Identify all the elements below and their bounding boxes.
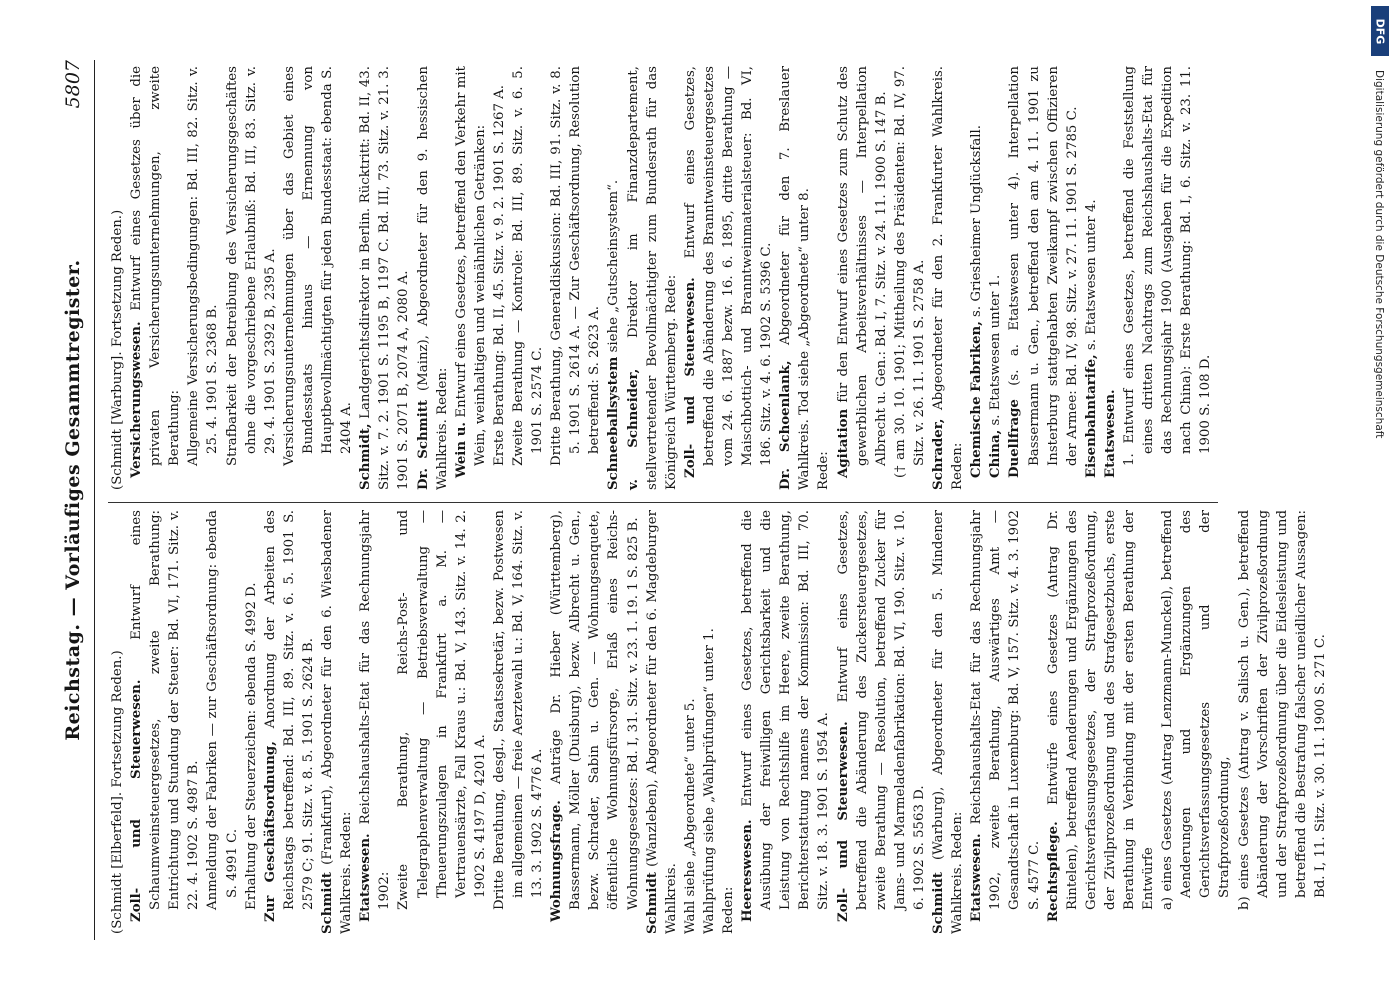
entry-text: (Schmidt [Warburg]. Fortsetzung Reden.) bbox=[110, 209, 125, 490]
entry-keyword: Heereswesen. bbox=[740, 819, 756, 922]
entry-keyword: Schmidt, bbox=[358, 423, 374, 490]
entry-text: (Wanzleben), Abgeordneter für den 6. Magdeburger Wahlkreis. bbox=[644, 510, 679, 934]
register-entry bbox=[203, 510, 241, 934]
page-header bbox=[58, 60, 92, 940]
register-entry bbox=[681, 66, 776, 490]
funding-note bbox=[1369, 70, 1389, 950]
register-entry bbox=[967, 510, 1043, 934]
register-entry bbox=[929, 510, 967, 934]
register-entry bbox=[929, 66, 967, 490]
register-entry bbox=[108, 66, 127, 490]
entry-keyword: Zoll- und Steuerwesen. bbox=[835, 721, 851, 922]
entry-text: Entwurf eines Gesetzes, betreffend die Ausübung der freiwilligen Gerichtsbarkeit und die Leistung von Rechtshilfe im Heere, zweite Berathung, Berichterstattung namens der Kommission: Bd. III, 70. Sitz. v. 18. 3. 1901 S. 1954 A. bbox=[740, 510, 832, 910]
entry-keyword: Chemische Fabriken, bbox=[969, 321, 985, 478]
entry-keyword: China, bbox=[988, 429, 1004, 478]
entry-text: Versicherungsunternehmungen über das Gebiet eines Bundesstaats hinaus — Ernennung von Hauptbevollmächtigten für jeden Bundesstaat: ebenda S. 2404 A. bbox=[281, 66, 355, 466]
register-entry bbox=[280, 66, 356, 490]
entry-keyword: v. Schneider, bbox=[625, 368, 641, 490]
entry-keyword: Rechtspflege. bbox=[1045, 821, 1061, 922]
register-entry bbox=[490, 66, 509, 490]
entry-text: für den Entwurf eines Gesetzes zum Schutz des gewerblichen Arbeitsverhältnisses — Interpellation Albrecht u. Gen.: Bd. I, 7. Sitz. v. 24. 11. 1900 S. 147 B. bbox=[835, 66, 889, 466]
entry-text: Strafbarkeit der Betreibung des Versicherungsgeschäftes ohne die vorgeschriebene Erlaubniß: Bd. III, 83. Sitz. v. 29. 4. 1901 S. 2392 B, 2395 A. bbox=[224, 66, 278, 466]
entry-text: Landgerichtsdirektor in Berlin. Rücktritt: Bd. II, 43. Sitz. v. 7. 2. 1901 S. 1195 B, 1197 C. Bd. III, 73. Sitz. v. 21. 3. 1901 S. 2071 B, 2074 A, 2080 A. bbox=[358, 66, 412, 490]
register-entry bbox=[891, 66, 929, 490]
entry-keyword: Schmidt bbox=[931, 872, 947, 934]
entry-text: s. Etatswesen unter 4. bbox=[1083, 199, 1099, 355]
register-entry bbox=[318, 510, 356, 934]
register-entry bbox=[700, 510, 719, 934]
entry-keyword: Schmidt bbox=[320, 872, 336, 934]
register-entry bbox=[1101, 66, 1120, 490]
entry-text: Zweite Berathung, Reichs-Post- und Telegraphenverwaltung — Betriebsverwaltung — Theuerungszulagen in Frankfurt a. M. — Vertrauensärzte, Fall Kraus u.: Bd. V, 143. Sitz. v. 14. 2. 1902 S. 4197 D, 4201 A. bbox=[396, 510, 488, 910]
register-entry bbox=[509, 66, 547, 490]
entry-text: Entwurf eines Gesetzes, betreffend die Abänderung des Zuckersteuergesetzes, zweite Berathung — Resolution, betreffend Zucker für Jams- und Marmeladenfabrikation: Bd. VI, 190. Sitz. v. 10. 6. 1902 S. 5563 D. bbox=[835, 510, 927, 910]
entry-text: Reichshaushalts-Etat für das Rechnungsjahr 1902: bbox=[358, 510, 393, 910]
entry-keyword: Zur Geschäftsordnung, bbox=[262, 741, 278, 922]
register-entry bbox=[261, 510, 318, 934]
entry-text: Dritte Berathung, desgl., Staatssekretär, bezw. Postwesen im allgemeinen — freie Aerztewahl u.: Bd. V, 164. Sitz. v. 13. 3. 1902 S. 4776 A. bbox=[491, 510, 546, 910]
register-entry bbox=[242, 510, 261, 934]
entry-text: Direktor im Finanzdepartement, stellvertretender Bevollmächtigter zum Bundesrath für das Königreich Württemberg. Rede: bbox=[625, 66, 679, 490]
entry-text: Anordnung der Arbeiten des Reichstags betreffend: Bd. III, 89. Sitz. v. 6. 5. 1901 S. 2579 C; 91. Sitz. v. 8. 5. 1901 S. 2624 B. bbox=[262, 509, 316, 910]
register-entry bbox=[414, 66, 452, 490]
entry-text: Erhaltung der Steuerzeichen: ebenda S. 4992 D. bbox=[243, 582, 259, 910]
entry-keyword: Schneeballsystem bbox=[606, 356, 622, 490]
entry-keyword: Etatswesen. bbox=[358, 833, 374, 922]
register-entry bbox=[490, 510, 547, 934]
entry-text: siehe „Gutscheinsystem“. bbox=[606, 179, 622, 357]
entry-keyword: Wohnungsfrage. bbox=[549, 800, 565, 922]
dfg-logo bbox=[1371, 6, 1389, 56]
register-entry bbox=[184, 66, 222, 490]
funding-note-text: Digitalisierung gefördert durch die Deutsche Forschungsgemeinschaft bbox=[1373, 70, 1385, 439]
entry-text: (Frankfurt), Abgeordneter für den 6. Wiesbadener Wahlkreis. Reden: bbox=[320, 510, 355, 934]
register-entry bbox=[127, 510, 203, 934]
entry-keyword: Dr. Schoenlank, bbox=[778, 360, 794, 490]
dfg-logo-text: DFG bbox=[1373, 18, 1387, 44]
register-entry bbox=[547, 66, 604, 490]
register-entry bbox=[814, 66, 833, 490]
entry-text: Reichshaushalts-Etat für das Rechnungsjahr 1902, zweite Berathung, Auswärtiges Amt — Gesandtschaft in Luxemburg: Bd. V, 157. Sitz. v. 4. 3. 1902 S. 4577 C. bbox=[969, 510, 1042, 910]
entry-keyword: Wein u. bbox=[453, 421, 469, 478]
entry-text: Anmeldung der Fabriken — zur Geschäftsordnung: ebenda S. 4991 C. bbox=[205, 510, 240, 910]
register-entry bbox=[604, 66, 623, 490]
entry-text: Rede: bbox=[816, 451, 832, 490]
entry-text: b) eines Gesetzes (Antrag v. Salisch u. Gen.), betreffend Abänderung der Vorschriften der Zivilprozeßordnung und der Strafprozeßordnung über die Eidesleistung und betreffend die Bestrafung falscher uneidlicher Aussagen: Bd. I, 11. Sitz. v. 30. 11. 1900 S. 271 C. bbox=[1236, 510, 1328, 910]
register-entry bbox=[394, 510, 489, 934]
entry-text: (Mainz), Abgeordneter für den 9. hessischen Wahlkreis. Reden: bbox=[415, 66, 450, 490]
entry-text: Abgeordneter für den 7. Breslauer Wahlkreis. Tod siehe „Abgeordnete“ unter 8. bbox=[778, 66, 813, 490]
entry-text: (Schmidt [Elberfeld]. Fortsetzung Reden.) bbox=[110, 650, 125, 934]
entry-text: Erste Berathung: Bd. II, 45. Sitz. v. 9. 2. 1901 S. 1267 A. bbox=[491, 85, 507, 466]
entry-keyword: Etatswesen. bbox=[969, 833, 985, 922]
register-entry bbox=[452, 66, 490, 490]
entry-keyword: Schrader, bbox=[931, 418, 947, 490]
register-entry bbox=[1082, 66, 1101, 490]
header-rule bbox=[94, 60, 95, 940]
entry-keyword: Schmidt bbox=[644, 872, 660, 934]
register-entry bbox=[356, 510, 394, 934]
entry-keyword: Dr. Schmitt bbox=[415, 399, 431, 490]
entry-text: (s. a. Etatswesen unter 4). Interpellation Bassermann u. Gen., betreffend den am 4. 11. 1901 zu Insterburg stattgehabten Zweikampf zwischen Offizieren der Armee: Bd. IV, 98. Sitz. v. 27. 11. 1901 S. 2785 C. bbox=[1007, 66, 1080, 466]
entry-text: Entwurf eines Gesetzes, betreffend die Abänderung des Branntweinsteuergesetzes vom 24. 6. 1887 bezw. 16. 6. 1895, dritte Berathung — Maischbottich- und Branntweinmaterialsteuer: Bd. VI, 186. Sitz. v. 4. 6. 1902 S. 5396 C. bbox=[682, 66, 775, 466]
entry-text: Abgeordneter für den 2. Frankfurter Wahlkreis. Reden: bbox=[931, 66, 966, 490]
register-entry bbox=[127, 66, 184, 490]
entry-text: (Warburg), Abgeordneter für den 5. Mindener Wahlkreis. Reden: bbox=[931, 510, 966, 934]
entry-text: Entwurf eines Schaumweinsteuergesetzes, zweite Berathung: Entrichtung und Stundung der Steuer: Bd. VI, 171. Sitz. v. 22. 4. 1902 S. 4987 B. bbox=[129, 510, 202, 910]
entry-text: Reden: bbox=[721, 886, 736, 934]
register-entry bbox=[108, 510, 127, 934]
entry-keyword: Duellfrage bbox=[1007, 399, 1023, 478]
entry-text: Allgemeine Versicherungsbedingungen: Bd. III, 82. Sitz. v. 25. 4. 1901 S. 2368 B. bbox=[186, 66, 221, 466]
register-entry bbox=[1235, 510, 1330, 934]
entry-text: Entwurf eines Gesetzes über die privaten Versicherungsunternehmungen, zweite Berathung: bbox=[129, 66, 183, 466]
register-entry bbox=[681, 510, 700, 934]
entry-text: Wahlprüfung siehe „Wahlprüfungen“ unter 1. bbox=[701, 628, 717, 934]
register-entry bbox=[1120, 66, 1215, 490]
entry-text: Anträge Dr. Hieber (Württemberg), Bassermann, Möller (Duisburg), bezw. Albrecht u. Gen., bezw. Schrader, Sabin u. Gen. — Wohnungsenquete, öffentliche Wohnungsfürsorge, Erlaß eines Reichs-Wohnungsgesetzes: Bd. I, 31. Sitz. v. 23. 1. 19. 1 S. 825 B. bbox=[549, 510, 641, 910]
entry-text: Wahl siehe „Abgeordnete“ unter 5. bbox=[682, 698, 698, 934]
entry-text: Dritte Berathung, Generaldiskussion: Bd. III, 91. Sitz. v. 8. 5. 1901 S. 2614 A. — Zur Geschäftsordnung, Resolution betreffend: S. 2623 A. bbox=[549, 66, 603, 466]
entry-text: Entwurf eines Gesetzes, betreffend den Verkehr mit Wein, weinhaltigen und weinähnlichen Getränken: bbox=[453, 66, 488, 466]
entry-text: († am 30. 10. 1901; Mittheilung des Präsidenten: Bd. IV, 97. Sitz. v. 26. 11. 1901 S. 2758 A. bbox=[892, 66, 927, 478]
register-entry bbox=[738, 510, 833, 934]
entry-text: a) eines Gesetzes (Antrag Lenzmann-Munckel), betreffend Aenderungen und Ergänzungen des Gerichtsverfassungsgesetzes und der Strafprozeßordnung, bbox=[1160, 510, 1233, 910]
left-column bbox=[108, 509, 1328, 934]
page-title: Reichstag. — Vorläufiges Gesammtregister. bbox=[62, 259, 84, 741]
entry-keyword: Versicherungswesen. bbox=[129, 321, 145, 478]
entry-keyword: Etatswesen. bbox=[1102, 389, 1118, 478]
register-entry bbox=[986, 66, 1005, 490]
entry-text: s. Griesheimer Unglücksfall. bbox=[969, 124, 985, 322]
page-number: 5807 bbox=[62, 60, 84, 109]
register-entry bbox=[834, 510, 929, 934]
register-entry bbox=[834, 66, 891, 490]
entry-keyword: Zoll- und Steuerwesen. bbox=[129, 679, 145, 922]
register-entry bbox=[1044, 510, 1159, 934]
register-entry bbox=[356, 66, 413, 490]
register-entry bbox=[547, 510, 642, 934]
entry-keyword: Zoll- und Steuerwesen. bbox=[682, 277, 698, 478]
entry-text: Entwürfe eines Gesetzes (Antrag Dr. Rintelen), betreffend Aenderungen und Ergänzungen des Gerichtsverfassungsgesetzes, der Strafprozeßordnung, der Zivilprozeßordnung und des Strafgesetzbuchs, erste Berathung in Verbindung mit der ersten Berathung der Entwürfe bbox=[1045, 510, 1157, 910]
entry-text: s. Etatswesen unter 1. bbox=[988, 274, 1004, 430]
entry-keyword: Agitation bbox=[835, 408, 851, 478]
register-entry bbox=[223, 66, 280, 490]
register-entry bbox=[719, 510, 738, 934]
right-column bbox=[108, 66, 1214, 490]
register-entry bbox=[1005, 66, 1081, 490]
register-entry bbox=[1158, 510, 1234, 934]
register-entry bbox=[776, 66, 814, 490]
entry-keyword: Eisenbahntarife, bbox=[1083, 354, 1099, 478]
register-entry bbox=[624, 66, 681, 490]
entry-text: Zweite Berathung — Kontrole: Bd. III, 89. Sitz. v. 6. 5. 1901 S. 2574 C. bbox=[510, 66, 546, 466]
register-entry bbox=[643, 510, 681, 934]
entry-text: 1. Entwurf eines Gesetzes, betreffend die Feststellung eines dritten Nachtrags zum Reichshaushalts-Etat für das Rechnungsjahr 1900 (Ausgaben für die Expedition nach China): Erste Berathung: Bd. I, 6. Sitz. v. 23. 11. 1900 S. 108 D. bbox=[1121, 66, 1214, 466]
register-entry bbox=[967, 66, 986, 490]
column-divider bbox=[108, 502, 1218, 503]
